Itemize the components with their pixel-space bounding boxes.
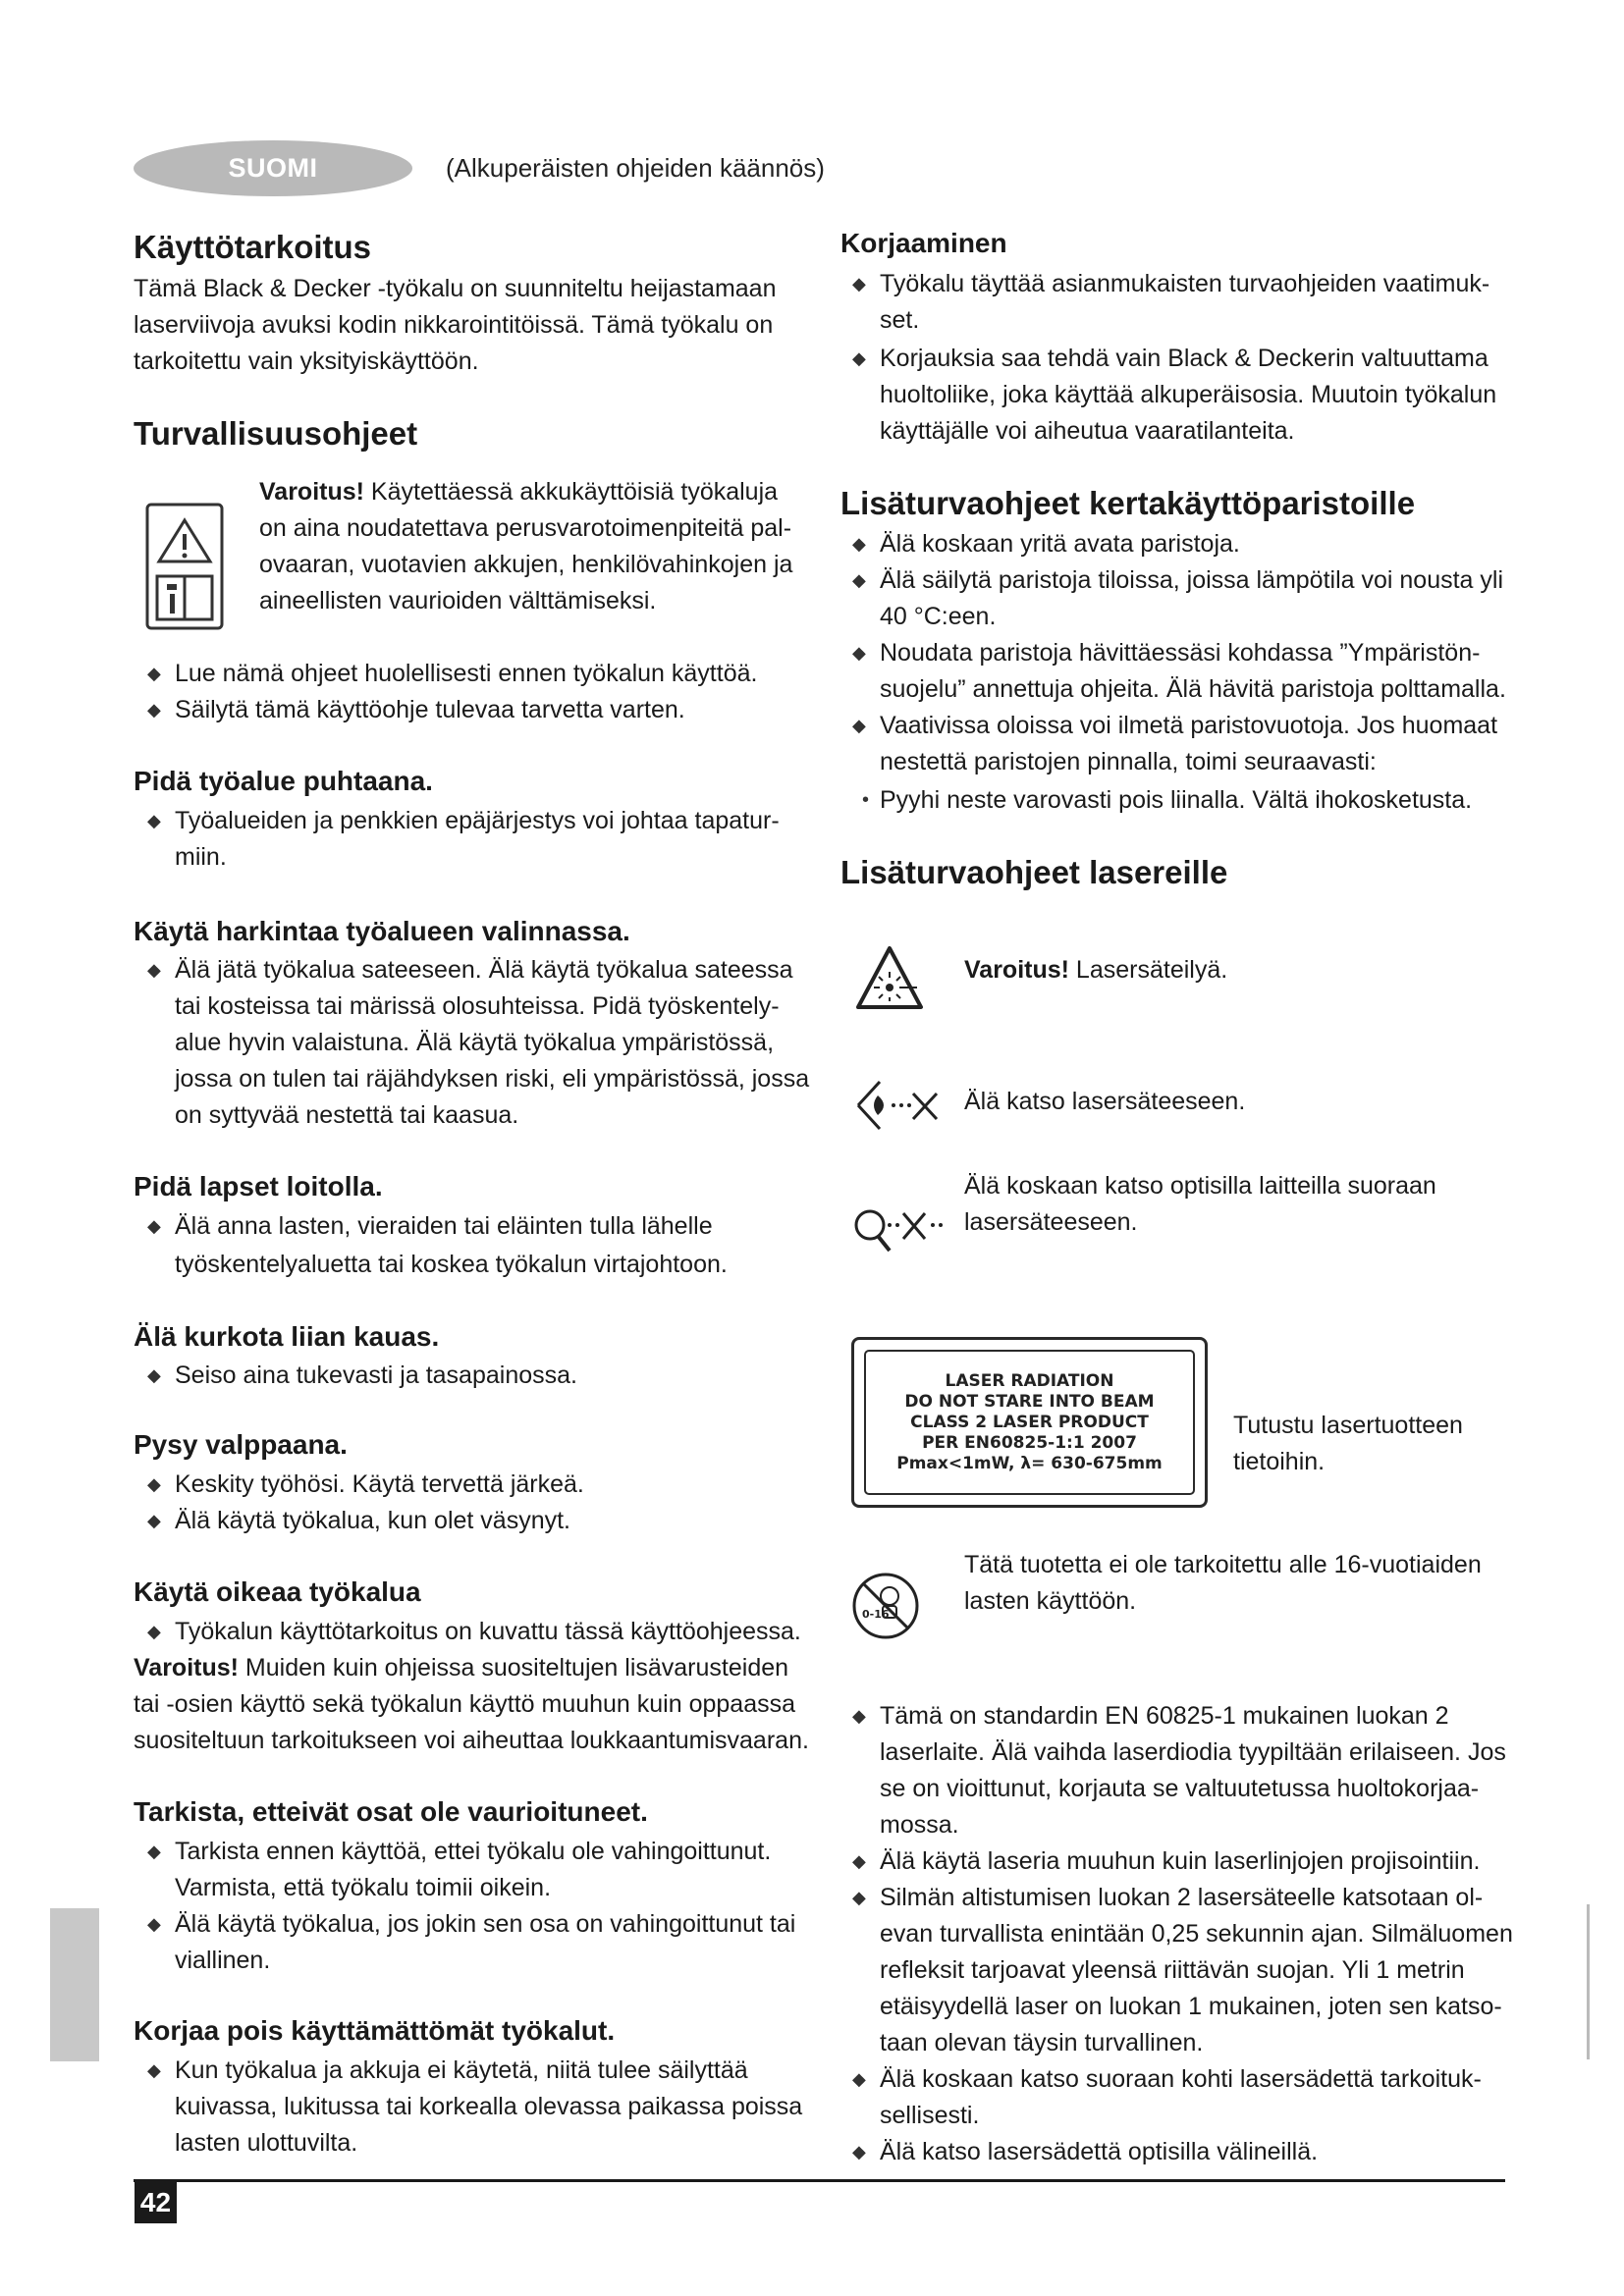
section-title-children: Pidä lapset loitolla. <box>134 1171 383 1201</box>
section-title-purpose: Käyttötarkoitus <box>134 229 372 265</box>
list-item-cont: laserlaite. Älä vaihda laserdiodia tyypiltään erilaiseen. Jos <box>880 1738 1506 1766</box>
laser-product-label <box>851 1337 1208 1508</box>
list-item-cont: käyttäjälle voi aiheutua vaaratilanteita. <box>880 417 1295 445</box>
tool-warning-line-3: suositeltuun tarkoitukseen voi aiheuttaa loukkaantumisvaaran. <box>134 1727 809 1754</box>
purpose-line-3: tarkoitettu vain yksityiskäyttöön. <box>134 347 479 375</box>
warning-line-3: ovaaran, vuotavien akkujen, henkilövahinkojen ja <box>259 551 793 578</box>
age-badge-text: 0-16 <box>862 1608 890 1621</box>
list-item: ◆ Älä koskaan yritä avata paristoja. <box>852 530 1240 558</box>
list-item: ◆ Lue nämä ohjeet huolellisesti ennen työkalun käyttöä. <box>147 660 758 687</box>
sub-list-item: • Pyyhi neste varovasti pois liinalla. Vältä ihokosketusta. <box>862 786 1473 814</box>
list-item: ◆ Keskity työhösi. Käytä tervettä järkeä. <box>147 1470 584 1498</box>
list-item: ◆ Kun työkalua ja akkuja ei käytetä, niitä tulee säilyttää <box>147 2056 748 2084</box>
label-line: DO NOT STARE INTO BEAM <box>904 1391 1155 1412</box>
label-line: CLASS 2 LASER PRODUCT <box>910 1412 1149 1432</box>
laser-warning-text: Varoitus! Lasersäteilyä. <box>964 956 1228 984</box>
section-title-batteries: Lisäturvaohjeet kertakäyttöparistoille <box>840 485 1416 521</box>
list-item-cont: mossa. <box>880 1811 959 1839</box>
label-note-1: Tutustu lasertuotteen <box>1233 1412 1463 1439</box>
language-badge: SUOMI <box>134 140 412 196</box>
no-optics-text-2: lasersäteeseen. <box>964 1208 1138 1236</box>
eye-no-stare-icon <box>850 1070 948 1139</box>
age-restriction-icon <box>850 1571 921 1641</box>
right-margin-mark <box>1587 1904 1590 2059</box>
list-item: ◆ Älä jätä työkalua sateeseen. Älä käytä työkalua sateessa <box>147 956 793 984</box>
magnifier-no-optics-icon <box>850 1200 948 1258</box>
list-item-cont: miin. <box>175 843 227 871</box>
list-item: ◆ Korjauksia saa tehdä vain Black & Deckerin valtuuttama <box>852 345 1489 372</box>
list-item: ◆ Älä käytä työkalua, jos jokin sen osa on vahingoittunut tai <box>147 1910 796 1938</box>
read-manual-warning-icon <box>145 503 224 630</box>
list-item: ◆ Älä anna lasten, vieraiden tai eläinten tulla lähelle <box>147 1212 713 1240</box>
list-item-cont: viallinen. <box>175 1947 271 1974</box>
list-item: ◆ Tarkista ennen käyttöä, ettei työkalu ole vahingoittunut. <box>147 1838 772 1865</box>
list-item: ◆ Älä katso lasersädettä optisilla välineillä. <box>852 2138 1319 2165</box>
list-item-cont: se on vioittunut, korjauta se valtuutetussa huoltokorjaa- <box>880 1775 1480 1802</box>
section-title-store-tools: Korjaa pois käyttämättömät työkalut. <box>134 2015 616 2046</box>
label-line: LASER RADIATION <box>945 1370 1114 1391</box>
section-title-overreach: Älä kurkota liian kauas. <box>134 1321 440 1352</box>
warning-line-2: on aina noudatettava perusvarotoimenpiteitä pal- <box>259 514 792 542</box>
age-note-1: Tätä tuotetta ei ole tarkoitettu alle 16-vuotiaiden <box>964 1551 1482 1578</box>
purpose-line-2: laserviivoja avuksi kodin nikkarointitöissä. Tämä työkalu on <box>134 311 774 339</box>
list-item: ◆ Työalueiden ja penkkien epäjärjestys voi johtaa tapatur- <box>147 807 780 834</box>
list-item: ◆ Vaativissa oloissa voi ilmetä paristovuotoja. Jos huomaat <box>852 712 1498 739</box>
no-optics-text-1: Älä koskaan katso optisilla laitteilla suoraan <box>964 1172 1436 1200</box>
translation-note: (Alkuperäisten ohjeiden käännös) <box>446 153 825 183</box>
list-item: ◆ Älä koskaan katso suoraan kohti lasersädettä tarkoituk- <box>852 2065 1482 2093</box>
section-title-right-tool: Käytä oikeaa työkalua <box>134 1576 421 1607</box>
list-item: ◆ Tämä on standardin EN 60825-1 mukainen luokan 2 <box>852 1702 1449 1730</box>
list-item-cont: jossa on tulen tai räjähdyksen riski, eli ympäristössä, jossa <box>175 1065 810 1093</box>
warning-line-4: aineellisten vaurioiden välttämiseksi. <box>259 587 657 614</box>
warning-text: Käytettäessä akkukäyttöisiä työkaluja <box>363 478 779 506</box>
list-item-cont: työskentelyaluetta tai koskea työkalun virtajohtoon. <box>175 1251 728 1278</box>
tool-warning-line-2: tai -osien käyttö sekä työkalun käyttö muuhun kuin oppaassa <box>134 1690 796 1718</box>
section-title-damaged-parts: Tarkista, etteivät osat ole vaurioituneet. <box>134 1796 648 1827</box>
tool-warning-line-1: Varoitus! Muiden kuin ohjeissa suositeltujen lisävarusteiden <box>134 1654 789 1682</box>
list-item-cont: 40 °C:een. <box>880 603 997 630</box>
list-item-cont: etäisyydellä laser on luokan 1 mukainen, joten sen katso- <box>880 1993 1502 2020</box>
footer-rule <box>134 2179 1505 2182</box>
list-item-cont: refleksit tarjoavat yleensä riittävän suojan. Yli 1 metrin <box>880 1956 1465 1984</box>
side-tab-marker <box>50 1908 99 2061</box>
warning-line-1 <box>259 474 778 510</box>
age-note-2: lasten käyttöön. <box>964 1587 1137 1615</box>
list-item-cont: on syttyvää nestettä tai kaasua. <box>175 1101 519 1129</box>
section-title-safety: Turvallisuusohjeet <box>134 415 418 452</box>
label-line: PER EN60825-1:1 2007 <box>922 1432 1137 1453</box>
laser-warning-icon <box>854 944 925 1011</box>
section-title-work-area: Käytä harkintaa työalueen valinnassa. <box>134 916 630 946</box>
purpose-line-1: Tämä Black & Decker -työkalu on suunniteltu heijastamaan <box>134 275 777 302</box>
label-line: Pmax<1mW, λ= 630-675mm <box>896 1453 1163 1473</box>
section-title-lasers: Lisäturvaohjeet lasereille <box>840 854 1228 890</box>
list-item: ◆ Työkalu täyttää asianmukaisten turvaohjeiden vaatimuk- <box>852 270 1490 297</box>
list-item-cont: lasten ulottuvilta. <box>175 2129 358 2157</box>
list-item: ◆ Noudata paristoja hävittäessäsi kohdassa ”Ympäristön- <box>852 639 1481 667</box>
list-item: ◆ Seiso aina tukevasti ja tasapainossa. <box>147 1362 577 1389</box>
list-item-cont: suojelu” annettuja ohjeita. Älä hävitä paristoja polttamalla. <box>880 675 1506 703</box>
list-item-cont: set. <box>880 306 920 334</box>
list-item-cont: kuivassa, lukitussa tai korkealla olevassa paikassa poissa <box>175 2093 803 2120</box>
list-item: ◆ Säilytä tämä käyttöohje tulevaa tarvetta varten. <box>147 696 685 723</box>
no-stare-text: Älä katso lasersäteeseen. <box>964 1088 1246 1115</box>
label-note-2: tietoihin. <box>1233 1448 1326 1475</box>
list-item-cont: huoltoliike, joka käyttää alkuperäisosia. Muutoin työkalun <box>880 381 1497 408</box>
list-item: ◆ Älä käytä laseria muuhun kuin laserlinjojen projisointiin. <box>852 1847 1481 1875</box>
list-item: ◆ Työkalun käyttötarkoitus on kuvattu tässä käyttöohjeessa. <box>147 1618 801 1645</box>
section-title-alert: Pysy valppaana. <box>134 1429 348 1460</box>
list-item-cont: alue hyvin valaistuna. Älä käytä työkalua ympäristössä, <box>175 1029 775 1056</box>
list-item: ◆ Älä säilytä paristoja tiloissa, joissa lämpötila voi nousta yli <box>852 566 1504 594</box>
list-item-cont: sellisesti. <box>880 2102 980 2129</box>
list-item: ◆ Silmän altistumisen luokan 2 lasersäteelle katsotaan ol- <box>852 1884 1484 1911</box>
list-item-cont: nestettä paristojen pinnalla, toimi seuraavasti: <box>880 748 1377 775</box>
list-item-cont: evan turvallista enintään 0,25 sekunnin ajan. Silmäluomen <box>880 1920 1513 1948</box>
section-title-repair: Korjaaminen <box>840 228 1007 258</box>
section-title-clean-area: Pidä työalue puhtaana. <box>134 766 433 796</box>
page-number: 42 <box>135 2181 177 2223</box>
list-item-cont: tai kosteissa tai märissä olosuhteissa. Pidä työskentely- <box>175 992 780 1020</box>
warning-label: Varoitus! <box>259 478 364 506</box>
list-item-cont: taan olevan täysin turvallinen. <box>880 2029 1204 2056</box>
list-item: ◆ Älä käytä työkalua, kun olet väsynyt. <box>147 1507 570 1534</box>
list-item-cont: Varmista, että työkalu toimii oikein. <box>175 1874 552 1901</box>
